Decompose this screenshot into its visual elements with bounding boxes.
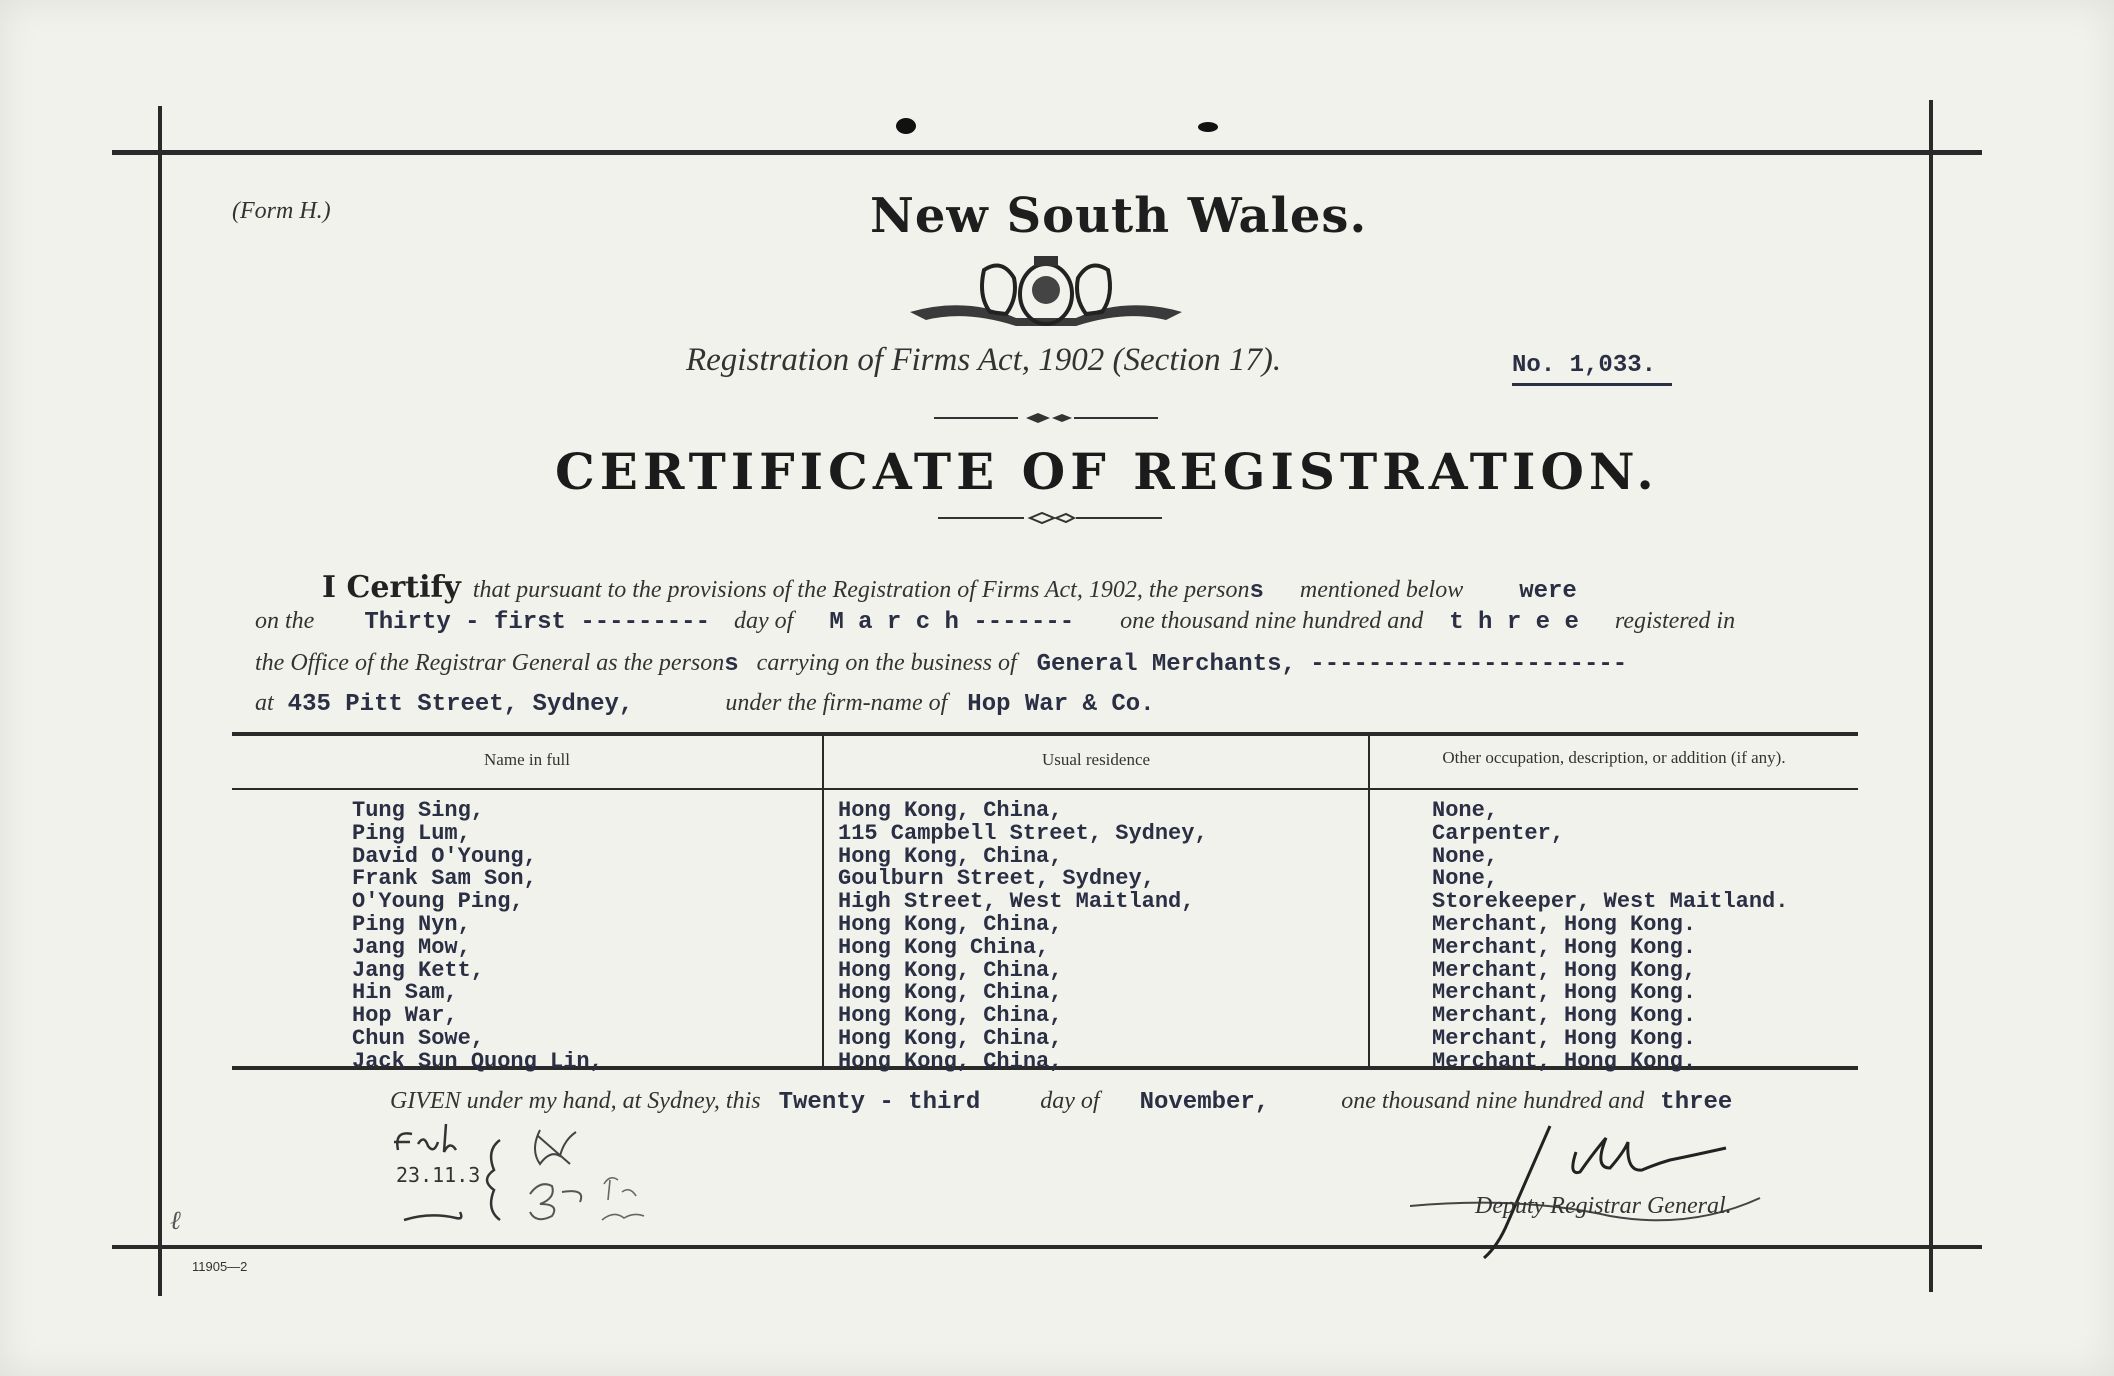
given-day-of-text: day of <box>1040 1088 1100 1114</box>
business-text: carrying on the business of <box>756 650 1017 676</box>
table-row-name: O'Young Ping, <box>352 889 524 915</box>
table-row-occupation: Merchant, Hong Kong. <box>1432 1025 1697 1051</box>
table-row-residence: Hong Kong, China, <box>838 957 1063 983</box>
table-row-occupation: Merchant, Hong Kong. <box>1432 980 1697 1006</box>
header-usual-residence: Usual residence <box>1041 750 1151 769</box>
at-text: at <box>255 690 274 716</box>
table-row-name: Jang Mow, <box>352 934 471 960</box>
registered-in-text: registered in <box>1614 608 1736 634</box>
table-row-name: Chun Sowe, <box>352 1025 485 1051</box>
table-row-residence: Hong Kong China, <box>838 934 1050 960</box>
business-typed: General Merchants, ---------------------- <box>1036 651 1628 678</box>
certify-text-b: mentioned below <box>1299 577 1464 603</box>
ornament-divider-top <box>934 410 1158 426</box>
punch-hole-right <box>1198 122 1218 132</box>
table-row-occupation: Merchant, Hong Kong. <box>1432 911 1697 937</box>
address-typed: 435 Pitt Street, Sydney, <box>287 691 634 718</box>
table-row-residence: High Street, West Maitland, <box>838 889 1195 915</box>
certify-line-1 <box>322 570 1577 605</box>
table-row-residence: Hong Kong, China, <box>838 911 1063 937</box>
table-row-name: Frank Sam Son, <box>352 866 537 892</box>
punch-hole-left <box>896 118 916 134</box>
table-row-occupation: Merchant, Hong Kong. <box>1432 1048 1697 1074</box>
table-row-occupation: None, <box>1432 798 1499 823</box>
residence-column <box>838 800 1208 1074</box>
state-title: New South Wales. <box>870 188 1368 244</box>
certify-line-4 <box>255 690 1155 718</box>
i-certify-heading: I Certify <box>322 570 461 605</box>
given-day-typed: Twenty - third <box>778 1089 981 1116</box>
ornament-divider-bottom <box>938 510 1162 526</box>
table-col-divider-1 <box>822 734 824 1068</box>
table-row-occupation: Storekeeper, West Maitland. <box>1432 889 1789 915</box>
table-row-name: Jang Kett, <box>352 957 485 983</box>
table-row-name: Hin Sam, <box>352 980 458 1006</box>
svg-text:23.11.3: 23.11.3 <box>396 1163 481 1187</box>
certificate-title: CERTIFICATE OF REGISTRATION. <box>555 442 1659 501</box>
left-border-rule <box>158 106 162 1296</box>
table-row-residence: Hong Kong, China, <box>838 1025 1063 1051</box>
deputy-registrar-title: Deputy Registrar General. <box>1475 1193 1732 1219</box>
day-of-text: day of <box>733 608 794 634</box>
office-text: the Office of the Registrar General as the person <box>255 650 725 676</box>
table-row-occupation: Carpenter, <box>1432 820 1565 846</box>
day-typed: Thirty - first --------- <box>364 609 710 636</box>
table-row-residence: Hong Kong, China, <box>838 980 1063 1006</box>
on-the-text: on the <box>255 608 315 634</box>
certify-line-3 <box>255 650 1627 678</box>
table-row-name: David O'Young, <box>352 843 537 869</box>
coat-of-arms-emblem <box>906 256 1186 332</box>
margin-mark: ℓ <box>170 1206 181 1235</box>
certify-line-2 <box>255 608 1735 636</box>
table-row-name: Tung Sing, <box>352 798 485 823</box>
header-other-occupation: Other occupation, description, or addition (if any). <box>1442 748 1786 767</box>
given-text: GIVEN under my hand, at Sydney, this <box>390 1088 761 1114</box>
top-border-rule <box>112 150 1982 155</box>
certify-text-a: that pursuant to the provisions of the Registration of Firms Act, 1902, the person <box>472 577 1250 603</box>
table-row-occupation: Merchant, Hong Kong. <box>1432 1003 1697 1029</box>
table-row-residence: Hong Kong, China, <box>838 1003 1063 1029</box>
given-month-typed: November, <box>1139 1089 1270 1116</box>
given-year-typed: three <box>1660 1089 1733 1116</box>
table-col-divider-2 <box>1368 734 1370 1068</box>
table-row-residence: Hong Kong, China, <box>838 843 1063 869</box>
table-row-name: Jack Sun Quong Lin, <box>352 1048 603 1074</box>
table-row-residence: Hong Kong, China, <box>838 798 1063 823</box>
table-row-occupation: None, <box>1432 866 1499 892</box>
table-row-occupation: Merchant, Hong Kong, <box>1432 957 1697 983</box>
right-border-rule <box>1929 100 1933 1292</box>
firm-name-label: under the firm-name of <box>725 690 948 716</box>
certify-typed-were: were <box>1519 578 1577 605</box>
table-row-name: Ping Lum, <box>352 820 471 846</box>
office-typed-s: s <box>724 651 739 678</box>
names-column <box>352 800 603 1074</box>
table-row-name: Ping Nyn, <box>352 911 471 937</box>
act-line: Registration of Firms Act, 1902 (Section 17). <box>686 342 1282 378</box>
table-row-residence: Hong Kong, China, <box>838 1048 1063 1074</box>
month-typed: M a r c h ------- <box>829 609 1075 636</box>
year-typed: t h r e e <box>1449 609 1579 636</box>
form-label: (Form H.) <box>232 198 331 224</box>
table-row-occupation: Merchant, Hong Kong. <box>1432 934 1697 960</box>
table-row-occupation: None, <box>1432 843 1499 869</box>
registration-number: No. 1,033. <box>1512 352 1672 386</box>
year-text: one thousand nine hundred and <box>1120 608 1424 634</box>
table-top-rule <box>232 732 1858 736</box>
given-year-text: one thousand nine hundred and <box>1341 1088 1645 1114</box>
registrar-signature <box>1380 1112 1800 1262</box>
table-row-residence: Goulburn Street, Sydney, <box>838 866 1155 892</box>
firm-name-typed: Hop War & Co. <box>967 691 1155 718</box>
print-code: 11905—2 <box>192 1259 248 1274</box>
table-header-rule <box>232 788 1858 790</box>
header-name-in-full: Name in full <box>484 750 570 769</box>
handwritten-examination-notes <box>390 1120 680 1240</box>
table-row-name: Hop War, <box>352 1003 458 1029</box>
occupation-column <box>1432 800 1788 1074</box>
certify-typed-s: s <box>1249 578 1264 605</box>
table-row-residence: 115 Campbell Street, Sydney, <box>838 820 1208 846</box>
